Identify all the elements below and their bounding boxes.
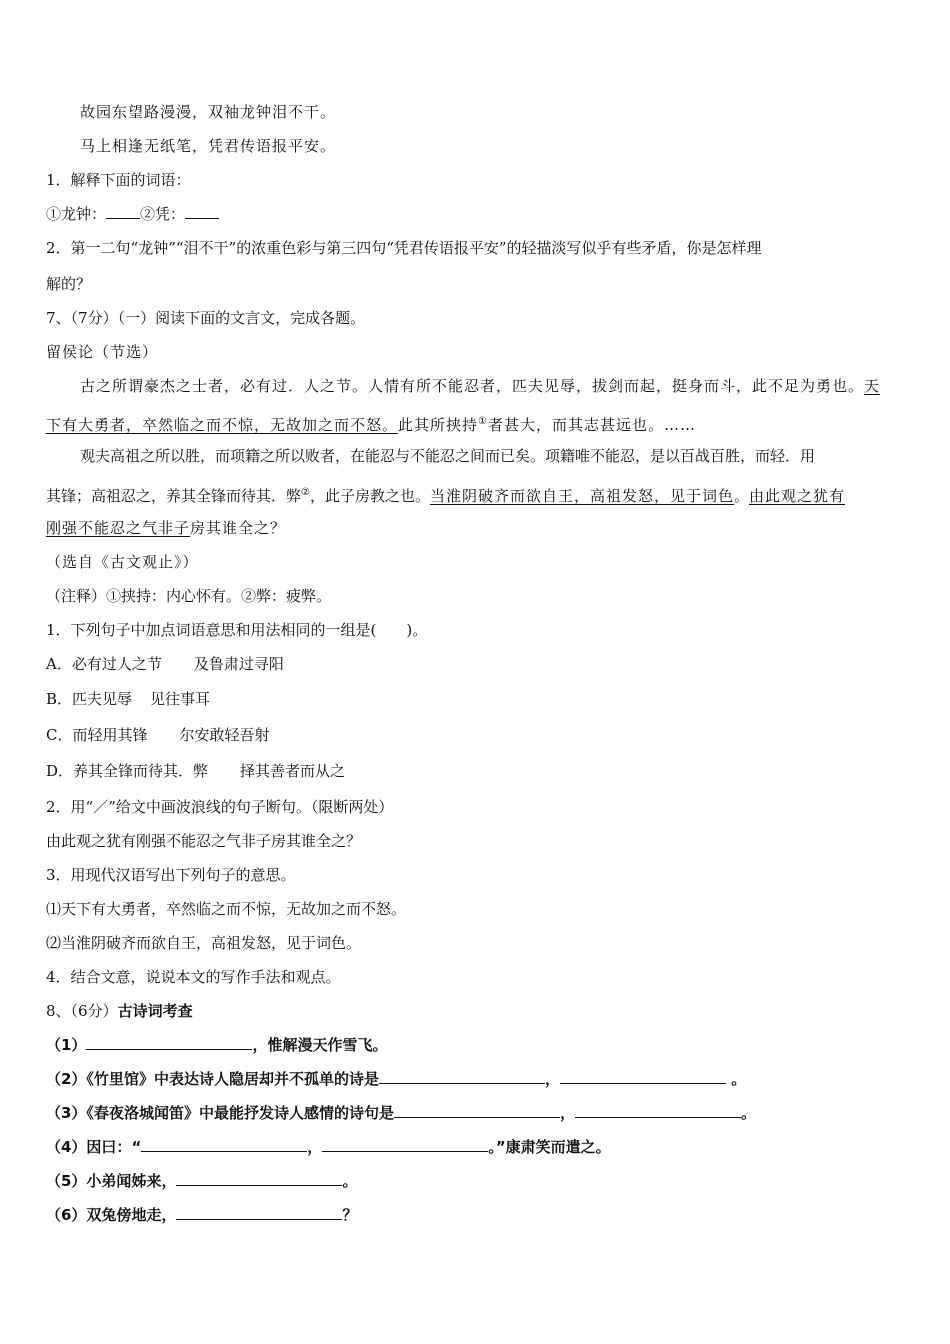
option-b-right: 见往事耳 <box>150 690 211 708</box>
item-text: ？ <box>342 1206 358 1224</box>
q2-text-line-1: 2．第一二句“龙钟”“泪不干”的浓重色彩与第三四句“凭君传语报平安”的轻描淡写似乎有些矛盾，你是怎样理 <box>46 239 762 257</box>
option-a-left: A．必有过人之节 <box>46 655 162 673</box>
s8-item-2 <box>46 1069 906 1089</box>
wavy-underlined-text: 由此观之犹有 <box>749 487 846 505</box>
section-7-header: 7、（7分）（一）阅读下面的文言文，完成各题。 <box>46 309 366 327</box>
s7-q2: 2．用“／”给文中画波浪线的句子断句。（限断两处） <box>46 798 394 816</box>
s7-q3-1: ⑴天下有大勇者，卒然临之而不惊，无故加之而不怒。 <box>46 900 407 918</box>
s8-item-3 <box>46 1103 906 1123</box>
passage-text: 。 <box>734 487 750 505</box>
item-text: （4）因曰：“ <box>46 1138 142 1156</box>
s8-item-4 <box>46 1137 906 1157</box>
passage-text: 其锋；高祖忍之，养其全锋而待其．弊 <box>46 487 302 505</box>
answer-blank[interactable] <box>176 1205 342 1220</box>
option-d[interactable] <box>46 761 906 781</box>
option-b[interactable] <box>46 689 906 709</box>
passage-text: ，此子房教之也。 <box>309 487 430 505</box>
passage-text: 房其谁全之？ <box>190 519 287 537</box>
item-text: ， <box>559 1104 575 1122</box>
answer-blank[interactable] <box>394 1103 560 1118</box>
answer-blank[interactable] <box>560 1069 726 1084</box>
passage-title: 留侯论（节选） <box>46 343 159 361</box>
underlined-text: 当淮阴破齐而欲自王，高祖发怒，见于词色 <box>430 487 735 505</box>
poem-line-2: 马上相逢无纸笔，凭君传语报平安。 <box>80 137 337 155</box>
option-a-right: 及鲁肃过寻阳 <box>193 655 284 673</box>
answer-blank[interactable] <box>106 204 140 219</box>
s7-q1: 1．下列句子中加点词语意思和用法相同的一组是( )。 <box>46 621 428 639</box>
s7-q3: 3．用现代汉语写出下列句子的意思。 <box>46 866 296 884</box>
s7-q3-2: ⑵当淮阴破齐而欲自王，高祖发怒，见于词色。 <box>46 934 362 952</box>
passage-p2-line-1: 观夫高祖之所以胜，而项籍之所以败者，在能忍与不能忍之间而已矣。项籍唯不能忍，是以百战百胜，而轻．用 <box>80 447 816 465</box>
s7-q2-text: 由此观之犹有刚强不能忍之气非子房其谁全之？ <box>46 832 362 850</box>
answer-blank[interactable] <box>176 1171 342 1186</box>
option-d-right: 择其善者而从之 <box>240 762 346 780</box>
answer-blank[interactable] <box>86 1035 252 1050</box>
s8-item-6 <box>46 1205 906 1225</box>
item-text: （3）《春夜洛城闻笛》中最能抒发诗人感情的诗句是 <box>46 1104 394 1122</box>
answer-blank[interactable] <box>185 204 219 219</box>
passage-notes: （注释）①挟持：内心怀有。②弊：疲弊。 <box>46 587 332 605</box>
item-text: （5）小弟闻姊来， <box>46 1172 177 1190</box>
q1-item-1: ①龙钟： <box>46 205 107 223</box>
item-text: 。 <box>740 1104 756 1122</box>
passage-text: 古之所谓豪杰之士者，必有过．人之节。人情有所不能忍者，匹夫见辱，拔剑而起，挺身而斗，此不足为勇也。 <box>80 377 865 395</box>
item-text: （2）《竹里馆》中表达诗人隐居却并不孤单的诗是 <box>46 1070 379 1088</box>
option-a[interactable] <box>46 654 906 674</box>
passage-p1-line-2 <box>46 412 906 435</box>
item-text: ，惟解漫天作雪飞。 <box>252 1036 388 1054</box>
item-text: 。 <box>725 1070 747 1088</box>
item-text: ， <box>544 1070 560 1088</box>
passage-text: 者甚大，而其志甚远也。…… <box>488 416 697 434</box>
answer-blank[interactable] <box>141 1137 307 1152</box>
section-8-score: 8、（6分） <box>46 1002 118 1020</box>
s8-item-1 <box>46 1035 906 1055</box>
answer-blank[interactable] <box>575 1103 741 1118</box>
option-c-right: 尔安敢轻吾射 <box>179 726 270 744</box>
item-text: ， <box>307 1138 323 1156</box>
q1-title: 1．解释下面的词语： <box>46 171 191 189</box>
passage-p1-line-1 <box>80 376 906 396</box>
item-text: 。”康肃笑而遣之。 <box>488 1138 611 1156</box>
poem-line-1: 故园东望路漫漫，双袖龙钟泪不干。 <box>80 103 337 121</box>
q1-item-2: ②凭： <box>140 205 186 223</box>
footnote-marker: ① <box>478 416 488 427</box>
answer-blank[interactable] <box>379 1069 545 1084</box>
item-text: 。 <box>342 1172 358 1190</box>
section-8-title: 古诗词考查 <box>117 1002 193 1020</box>
q2-text-line-2: 解的？ <box>46 275 92 293</box>
s7-q4: 4．结合文意，说说本文的写作手法和观点。 <box>46 968 341 986</box>
passage-p2-line-2 <box>46 483 906 506</box>
section-8-header <box>46 1001 906 1021</box>
wavy-underlined-text: 刚强不能忍之气非子 <box>46 519 191 537</box>
wavy-underlined-text: 下有大勇者，卒然临之而不惊，无故加之而不怒。 <box>46 416 399 434</box>
option-c[interactable] <box>46 725 906 745</box>
passage-text: 此其所挟持 <box>398 416 479 434</box>
q1-items <box>46 204 906 224</box>
s8-item-5 <box>46 1171 906 1191</box>
wavy-underlined-text: 天 <box>864 377 881 395</box>
option-c-left: C．而轻用其锋 <box>46 726 148 744</box>
option-b-left: B．匹夫见辱 <box>46 690 133 708</box>
footnote-marker: ② <box>301 487 310 498</box>
option-d-left: D．养其全锋而待其．弊 <box>46 762 209 780</box>
item-text: （6）双兔傍地走， <box>46 1206 177 1224</box>
passage-source: （选自《古文观止》） <box>46 553 199 571</box>
answer-blank[interactable] <box>322 1137 488 1152</box>
item-number: （1） <box>46 1036 87 1054</box>
passage-p2-line-3 <box>46 518 906 538</box>
